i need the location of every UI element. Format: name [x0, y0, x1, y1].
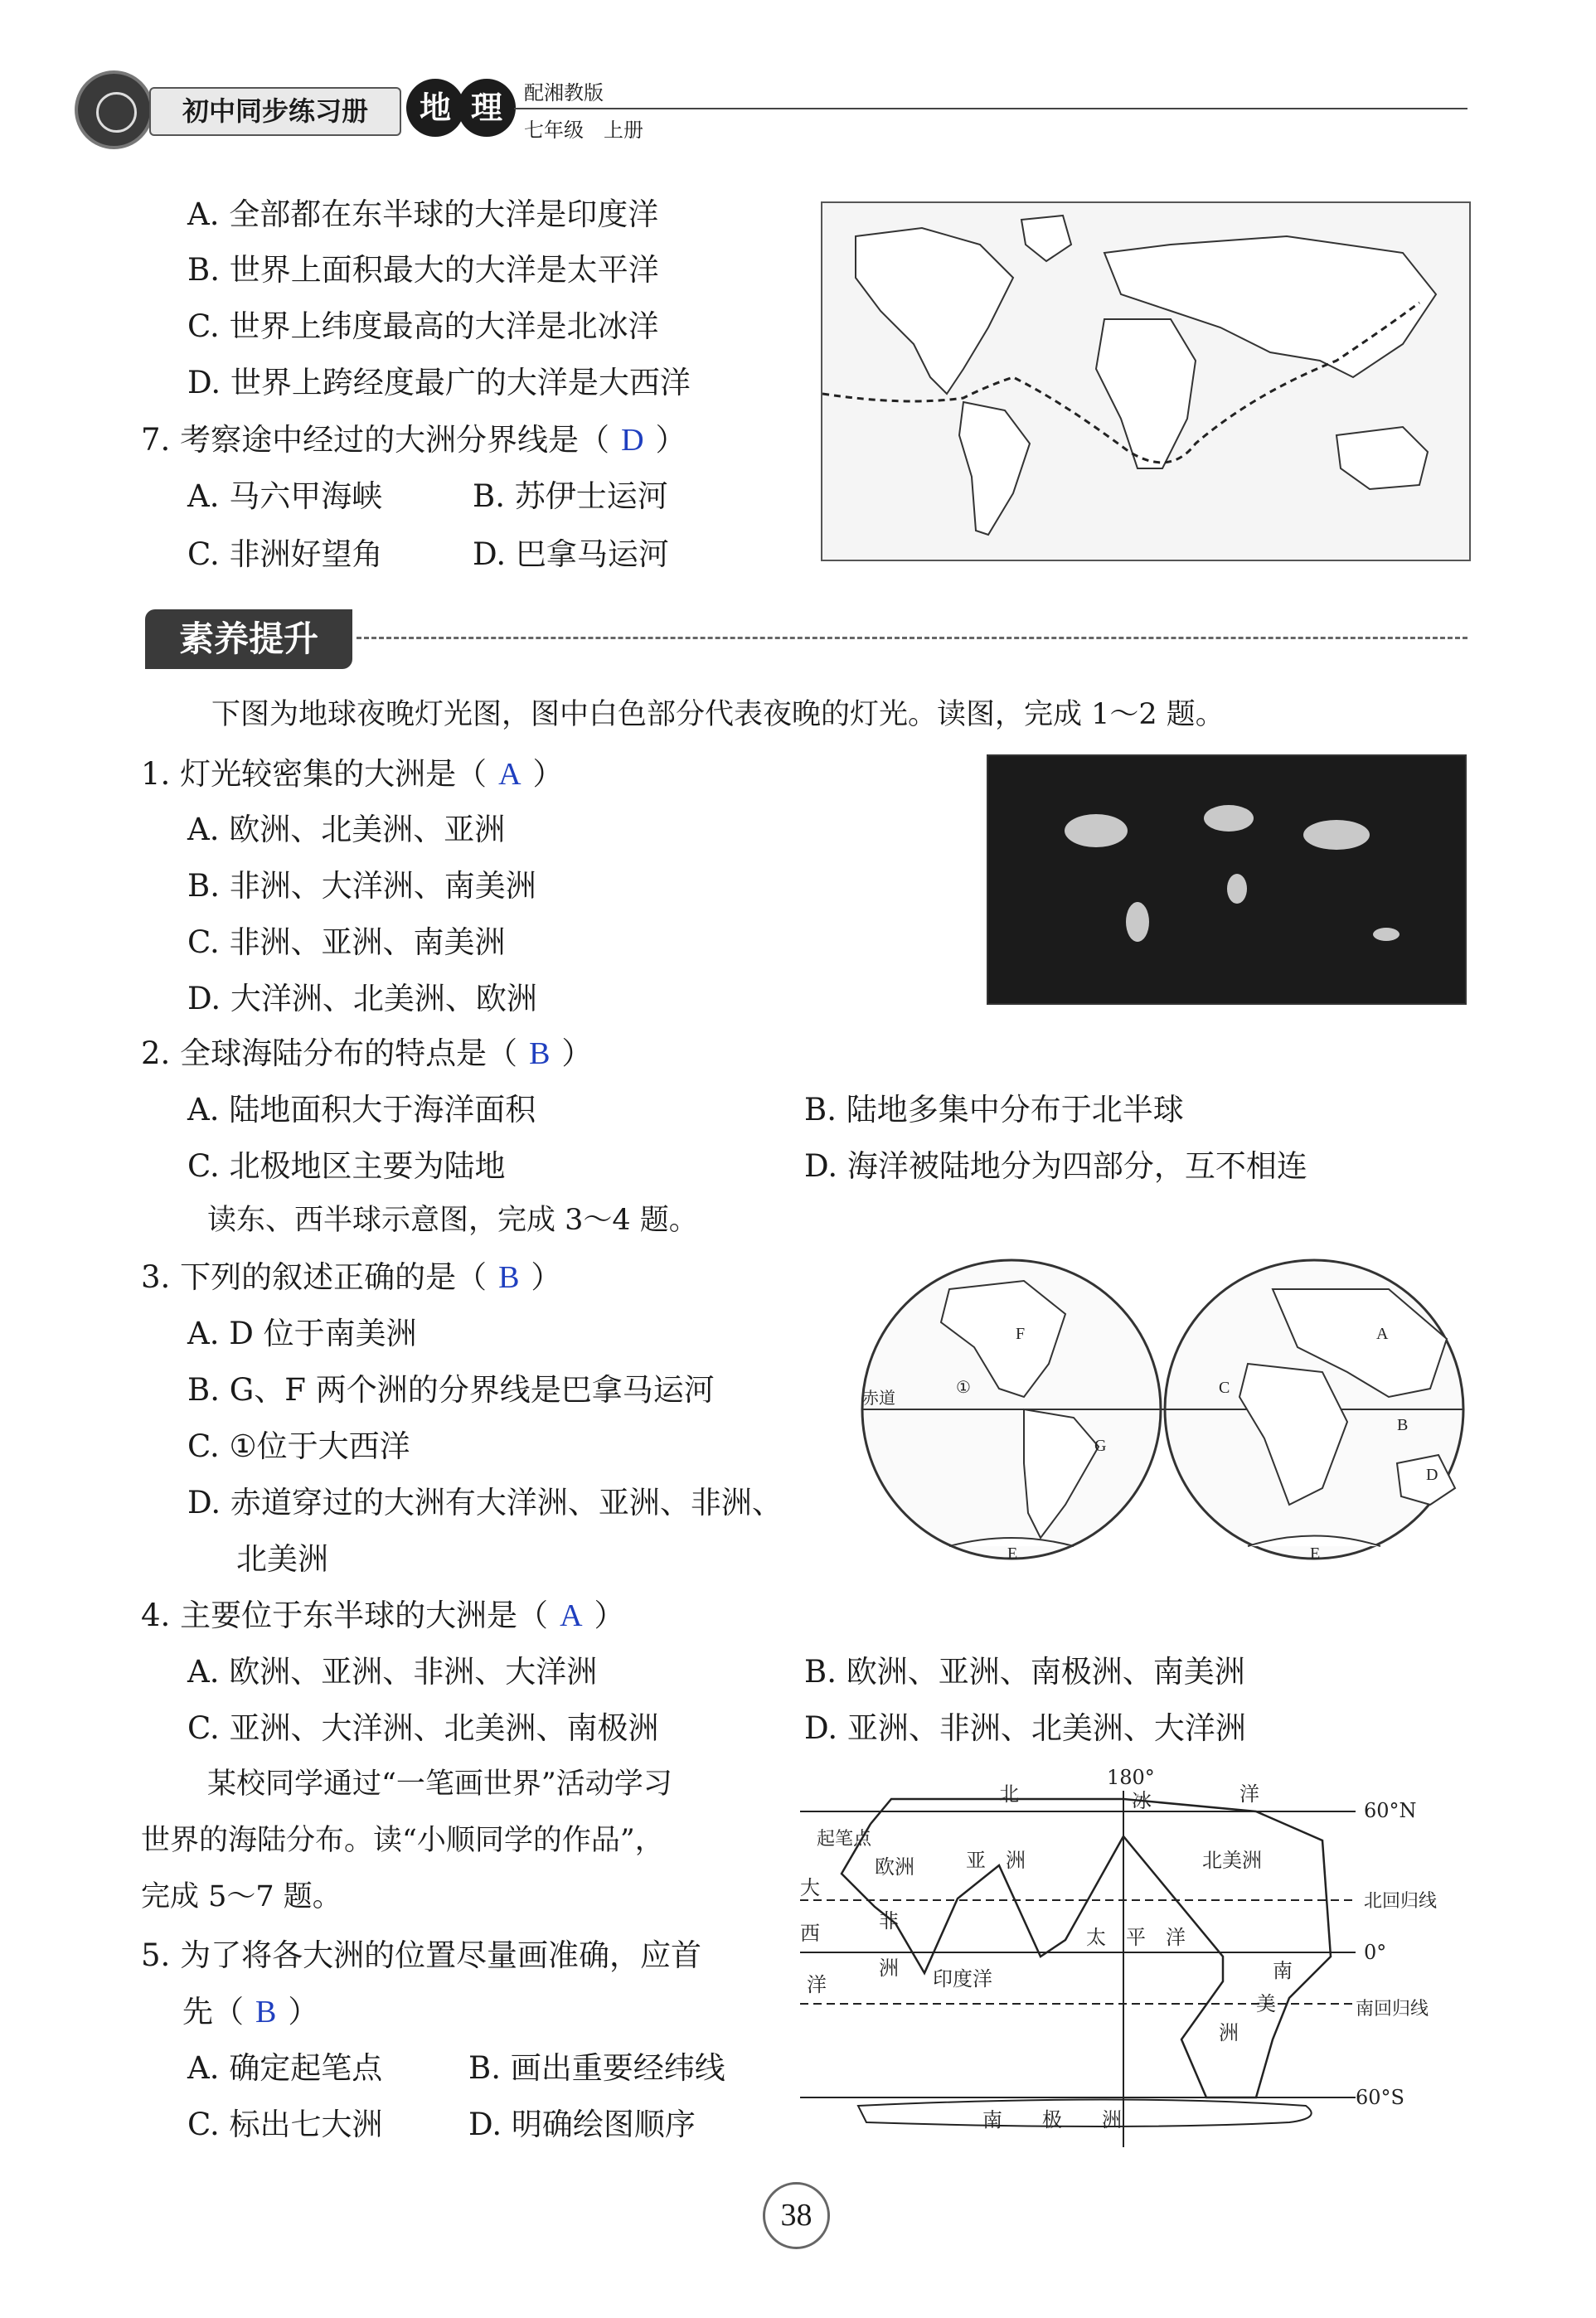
- globe-icon: [96, 92, 137, 133]
- label-ouzhou: 欧洲: [875, 1855, 914, 1879]
- label-zhou2: 洲: [1219, 2021, 1239, 2044]
- label-qibidian: 起笔点: [817, 1829, 872, 1850]
- q2-stem-close: ）: [561, 1035, 593, 1071]
- label-60n: 60°N: [1364, 1799, 1417, 1822]
- q2-option-c: C. 北极地区主要为陆地: [187, 1148, 506, 1184]
- night-lights-drawing: [988, 756, 1465, 1003]
- q5-stem-text: 先（: [182, 1994, 244, 2029]
- q1-option-c: C. 非洲、亚洲、南美洲: [187, 924, 506, 960]
- intro-q5-7-line3: 完成 5～7 题。: [141, 1880, 342, 1913]
- q4-stem-text: 4. 主要位于东半球的大洲是（: [141, 1598, 549, 1633]
- subject-char-1: 地: [406, 79, 464, 137]
- q1-stem: [141, 756, 564, 792]
- label-bei: 北: [999, 1782, 1019, 1806]
- q5-stem-close: ）: [288, 1994, 319, 2029]
- q1-answer: A: [498, 757, 521, 792]
- subject-char-2: 理: [458, 79, 516, 137]
- label-e-west: E: [1007, 1545, 1018, 1563]
- q4-option-c: C. 亚洲、大洋洲、北美洲、南极洲: [187, 1710, 659, 1746]
- grade-label: 七年级 上册: [524, 119, 643, 142]
- q1-stem-text: 1. 灯光较密集的大洲是（: [141, 756, 488, 792]
- prev-option-d: D. 世界上跨经度最广的大洋是大西洋: [187, 365, 691, 400]
- prev-option-b: B. 世界上面积最大的大洋是太平洋: [187, 252, 659, 288]
- section-divider: [357, 637, 1467, 639]
- south-america-shape: [959, 402, 1030, 535]
- q5-option-c: C. 标出七大洲: [187, 2107, 383, 2142]
- label-yang: 洋: [1239, 1782, 1259, 1806]
- label-tropic-n: 北回归线: [1364, 1891, 1438, 1912]
- world-route-map: [821, 201, 1471, 561]
- label-taipingyang: 太 平 洋: [1086, 1926, 1186, 1949]
- q7-option-c: C. 非洲好望角: [187, 536, 383, 572]
- sketch-drawing: [792, 1766, 1472, 2147]
- q2-stem-text: 2. 全球海陆分布的特点是（: [141, 1035, 518, 1071]
- q5-option-b: B. 画出重要经纬线: [468, 2050, 725, 2086]
- section-title: 素养提升: [145, 609, 352, 669]
- label-zhou: 洲: [879, 1957, 899, 1980]
- q4-stem: [141, 1600, 625, 1632]
- q3-stem-text: 3. 下列的叙述正确的是（: [141, 1259, 488, 1295]
- q7-stem-close: ）: [655, 422, 686, 458]
- q5-stem-line1: 5. 为了将各大洲的位置尽量画准确，应首: [141, 1937, 702, 1973]
- greenland-shape: [1021, 216, 1071, 261]
- q5-stem-line2: [182, 1996, 318, 2028]
- label-yinduyang: 印度洋: [933, 1967, 992, 1991]
- label-b: B: [1397, 1416, 1409, 1434]
- one-stroke-world-sketch: [792, 1766, 1472, 2147]
- publisher-logo: [75, 70, 153, 149]
- q4-answer: A: [560, 1598, 583, 1633]
- prev-option-a: A. 全部都在东半球的大洋是印度洋: [187, 196, 659, 232]
- q2-option-a: A. 陆地面积大于海洋面积: [187, 1092, 536, 1127]
- q2-stem: [141, 1035, 593, 1071]
- prev-option-c: C. 世界上纬度最高的大洋是北冰洋: [187, 308, 659, 344]
- q1-option-b: B. 非洲、大洋洲、南美洲: [187, 868, 536, 904]
- q1-option-d: D. 大洋洲、北美洲、欧洲: [187, 981, 537, 1016]
- q5-option-a: A. 确定起笔点: [187, 2050, 383, 2086]
- label-d: D: [1426, 1466, 1438, 1484]
- label-yang-west: 洋: [807, 1973, 827, 1996]
- q7-option-b: B. 苏伊士运河: [473, 478, 668, 514]
- q2-answer: B: [529, 1036, 551, 1071]
- q7-answer: D: [621, 423, 644, 458]
- q3-stem-close: ）: [531, 1259, 562, 1295]
- label-f: F: [1016, 1325, 1026, 1343]
- intro-q5-7-line2: 世界的海陆分布。读“小顺同学的作品”，: [141, 1824, 664, 1857]
- label-beimeizhou: 北美洲: [1202, 1849, 1262, 1872]
- hemispheres-diagram: [858, 1256, 1472, 1571]
- africa-shape: [1096, 319, 1196, 468]
- q4-option-d: D. 亚洲、非洲、北美洲、大洋洲: [804, 1710, 1246, 1746]
- q3-option-a: A. D 位于南美洲: [187, 1316, 417, 1351]
- q3-answer: B: [498, 1260, 520, 1295]
- label-c: C: [1219, 1379, 1230, 1397]
- label-tropic-s: 南回归线: [1356, 1999, 1429, 2020]
- q1-stem-close: ）: [532, 756, 564, 792]
- q7-option-d: D. 巴拿马运河: [473, 536, 669, 572]
- q4-option-b: B. 欧洲、亚洲、南极洲、南美洲: [804, 1654, 1245, 1690]
- label-g: G: [1094, 1437, 1107, 1455]
- page-number: 38: [763, 2182, 830, 2249]
- q3-stem: [141, 1259, 562, 1295]
- light-cluster-asia: [1303, 820, 1370, 850]
- light-cluster-north-america: [1065, 814, 1128, 847]
- intro-q3-4: 读东、西半球示意图，完成 3～4 题。: [207, 1204, 698, 1237]
- series-title: 初中同步练习册: [149, 87, 401, 136]
- q5-answer: B: [255, 1995, 277, 2029]
- q2-option-d: D. 海洋被陆地分为四部分，互不相连: [804, 1148, 1307, 1184]
- label-bing: 冰: [1132, 1789, 1152, 1812]
- label-a: A: [1376, 1325, 1389, 1343]
- world-route-map-drawing: [822, 203, 1469, 560]
- q5-option-d: D. 明确绘图顺序: [468, 2107, 696, 2142]
- label-nanjizhou: 南 极 洲: [982, 2108, 1122, 2131]
- north-america-shape: [856, 228, 1013, 394]
- q2-option-b: B. 陆地多集中分布于北半球: [804, 1092, 1184, 1127]
- label-nan: 南: [1273, 1959, 1293, 1982]
- q1-option-a: A. 欧洲、北美洲、亚洲: [187, 812, 506, 847]
- label-fei: 非: [879, 1909, 899, 1932]
- night-lights-image: [987, 754, 1467, 1005]
- light-cluster-australia: [1373, 928, 1400, 941]
- q7-stem: [141, 424, 686, 456]
- equator-label: 赤道: [862, 1389, 895, 1408]
- q3-option-b: B. G、F 两个洲的分界线是巴拿马运河: [187, 1372, 715, 1408]
- australia-shape: [1336, 427, 1428, 489]
- hemispheres-drawing: [858, 1256, 1472, 1571]
- q3-option-d: D. 赤道穿过的大洲有大洋洲、亚洲、非洲、: [187, 1485, 783, 1520]
- q3-option-d-cont: 北美洲: [236, 1541, 328, 1577]
- label-yazhou: 亚 洲: [966, 1849, 1026, 1872]
- label-da: 大: [800, 1876, 820, 1899]
- label-zero: 0°: [1364, 1941, 1387, 1964]
- q3-option-c: C. ①位于大西洋: [187, 1428, 410, 1464]
- light-cluster-europe: [1204, 805, 1254, 832]
- header-rule: [514, 108, 1467, 109]
- label-xi: 西: [800, 1922, 820, 1945]
- label-60s: 60°S: [1356, 2086, 1404, 2109]
- intro-q5-7-line1: 某校同学通过“一笔画世界”活动学习: [207, 1768, 672, 1801]
- label-180: 180°: [1107, 1766, 1155, 1789]
- edition-label: 配湘教版: [524, 81, 604, 104]
- label-mei: 美: [1256, 1992, 1276, 2015]
- q4-option-a: A. 欧洲、亚洲、非洲、大洋洲: [187, 1654, 598, 1690]
- q7-stem-text: 7. 考察途中经过的大洲分界线是（: [141, 422, 610, 458]
- intro-q1-2: 下图为地球夜晚灯光图，图中白色部分代表夜晚的灯光。读图，完成 1～2 题。: [211, 698, 1225, 731]
- label-e-east: E: [1310, 1545, 1321, 1563]
- label-circle-1: ①: [956, 1379, 971, 1397]
- q4-stem-close: ）: [594, 1598, 625, 1633]
- q7-option-a: A. 马六甲海峡: [187, 478, 383, 514]
- light-cluster-south-america: [1126, 902, 1149, 942]
- light-cluster-africa: [1227, 874, 1247, 904]
